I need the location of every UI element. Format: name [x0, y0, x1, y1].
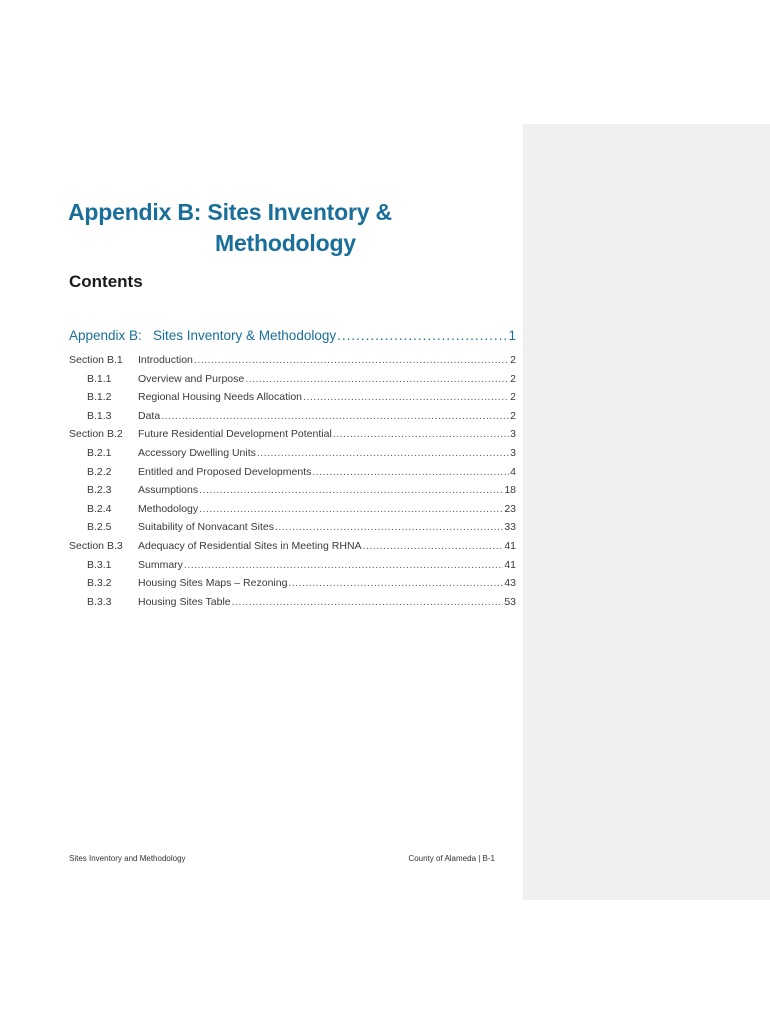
toc-entry[interactable] — [69, 540, 516, 559]
toc-entry[interactable] — [69, 577, 516, 596]
toc-entry-label: Entitled and Proposed Developments — [138, 465, 312, 478]
toc-entry-number: B.2.2 — [87, 465, 112, 478]
toc-dot-leader — [245, 373, 509, 385]
toc-dot-leader — [288, 577, 503, 589]
page-title-line-1: Appendix B: Sites Inventory & — [68, 199, 392, 225]
toc-entry[interactable] — [69, 521, 516, 540]
toc-entry[interactable] — [69, 428, 516, 447]
toc-entry-number: B.3.3 — [87, 595, 112, 608]
toc-dot-leader — [312, 466, 509, 478]
toc-entry-label: Housing Sites Table — [138, 595, 231, 608]
toc-entry-page: 23 — [504, 502, 516, 515]
toc-entry-number: Section B.2 — [69, 428, 123, 441]
toc-entry-number: B.2.4 — [87, 502, 112, 515]
toc-entry-page: 3 — [510, 446, 516, 459]
page-title-line-2: Methodology — [215, 230, 356, 256]
toc-entry[interactable] — [69, 373, 516, 392]
toc-dot-leader — [161, 410, 509, 422]
toc-dot-leader — [199, 484, 503, 496]
toc-entry-page: 2 — [510, 372, 516, 385]
toc-dot-leader — [184, 559, 503, 571]
toc-entry[interactable] — [69, 559, 516, 578]
page-title — [68, 197, 392, 259]
toc-entry-label: Housing Sites Maps – Rezoning — [138, 577, 288, 590]
toc-dot-leader — [303, 391, 509, 403]
contents-heading: Contents — [69, 272, 143, 291]
toc-entry-number: Section B.1 — [69, 354, 123, 366]
toc-entry-label: Regional Housing Needs Allocation — [138, 391, 303, 404]
toc-entry-page: 2 — [510, 409, 516, 422]
toc-entry-page: 33 — [504, 521, 516, 534]
toc-dot-leader — [194, 354, 509, 366]
toc-entry-label: Methodology — [138, 502, 199, 515]
toc-entry-label: Adequacy of Residential Sites in Meeting RHNA — [138, 539, 362, 552]
toc-entry[interactable] — [69, 391, 516, 410]
toc-entry-page: 3 — [510, 428, 516, 441]
toc-entry-number: B.2.5 — [87, 521, 112, 534]
toc-dot-leader — [257, 447, 509, 459]
footer-page-number: County of Alameda | B-1 — [408, 854, 495, 863]
toc-entry-label: Suitability of Nonvacant Sites — [138, 521, 274, 534]
toc-dot-leader — [232, 596, 504, 608]
toc-entry-number: B.1.3 — [87, 409, 112, 422]
toc-entry[interactable] — [69, 354, 516, 373]
toc-entry-number: Appendix B: — [69, 328, 142, 343]
toc-entry[interactable] — [69, 596, 516, 615]
toc-entry-page: 43 — [504, 577, 516, 590]
toc-entry-page: 1 — [508, 328, 516, 343]
toc-entry-number: B.2.1 — [87, 446, 112, 459]
toc-entry[interactable] — [69, 484, 516, 503]
toc-dot-leader — [333, 428, 509, 440]
toc-entry-number: B.3.1 — [87, 558, 112, 571]
toc-entry-label: Accessory Dwelling Units — [138, 446, 256, 459]
toc-entry[interactable] — [69, 503, 516, 522]
toc-entry[interactable] — [69, 447, 516, 466]
toc-entry-label: Overview and Purpose — [138, 372, 245, 385]
toc-entry-number: B.1.2 — [87, 391, 112, 404]
toc-entry-label: Summary — [138, 558, 183, 571]
toc-entry-page: 4 — [510, 465, 516, 478]
toc-entry-number: B.3.2 — [87, 577, 112, 590]
toc-entry-page: 2 — [510, 391, 516, 404]
toc-entry-page: 41 — [504, 539, 516, 552]
toc-entry-label: Sites Inventory & Methodology — [153, 328, 337, 343]
toc-entry[interactable] — [69, 328, 516, 350]
toc-entry-number: B.1.1 — [87, 372, 112, 385]
toc-entry[interactable] — [69, 410, 516, 429]
toc-entry-label: Introduction — [138, 354, 193, 366]
comment-margin-pane — [523, 124, 770, 900]
footer-document-title: Sites Inventory and Methodology — [69, 854, 186, 863]
toc-dot-leader — [363, 540, 504, 552]
toc-entry-page: 18 — [504, 484, 516, 497]
toc-entry-label: Assumptions — [138, 484, 199, 497]
toc-entry-number: B.2.3 — [87, 484, 112, 497]
toc-dot-leader — [337, 328, 507, 343]
toc-dot-leader — [275, 521, 503, 533]
toc-entry-label: Future Residential Development Potential — [138, 428, 332, 441]
toc-entry-page: 41 — [504, 558, 516, 571]
toc-entry-number: Section B.3 — [69, 539, 123, 552]
toc-entry-page: 53 — [504, 595, 516, 608]
toc-entry-page: 2 — [510, 354, 516, 366]
toc-entry-label: Data — [138, 409, 161, 422]
toc-entry[interactable] — [69, 466, 516, 485]
toc-dot-leader — [199, 503, 503, 515]
table-of-contents — [69, 328, 516, 614]
